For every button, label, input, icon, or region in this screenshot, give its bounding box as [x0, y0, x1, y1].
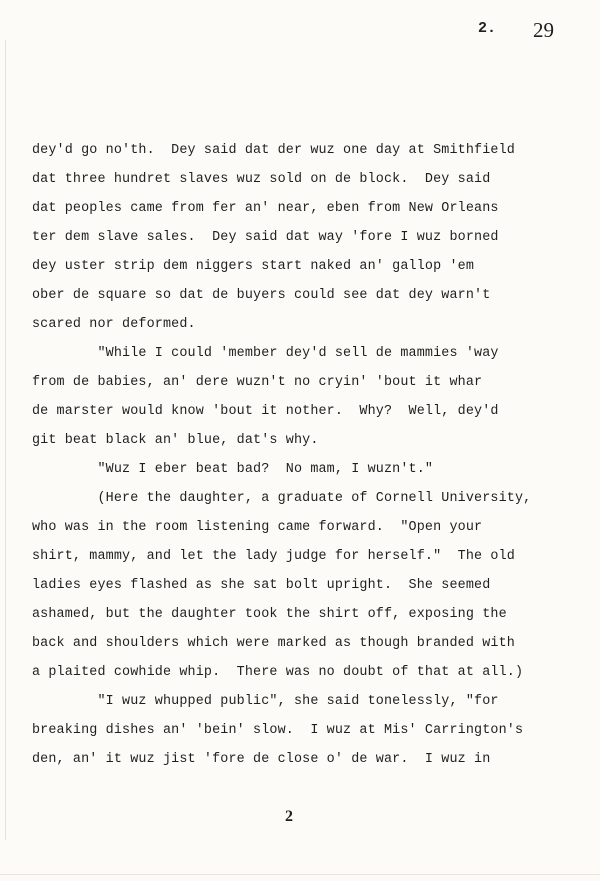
text-line: dey uster strip dem niggers start naked an' gallop 'em [32, 259, 475, 274]
page-number-small: 2. [478, 20, 497, 37]
text-line: "I wuz whupped public", she said tonelessly, "for [32, 694, 499, 709]
text-line: (Here the daughter, a graduate of Cornell University, [32, 491, 532, 506]
text-line: dey'd go no'th. Dey said dat der wuz one day at Smithfield [32, 143, 515, 158]
text-line: "Wuz I eber beat bad? No mam, I wuzn't." [32, 462, 434, 477]
text-line: scared nor deformed. [32, 317, 196, 332]
text-line: who was in the room listening came forward. "Open your [32, 520, 483, 535]
text-line: ladies eyes flashed as she sat bolt upright. She seemed [32, 578, 491, 593]
text-line: dat three hundret slaves wuz sold on de block. Dey said [32, 172, 491, 187]
text-line: git beat black an' blue, dat's why. [32, 433, 319, 448]
page-margin-line [5, 40, 6, 840]
page-number-large: 29 [533, 18, 554, 42]
text-line: ter dem slave sales. Dey said dat way 'fore I wuz borned [32, 230, 499, 245]
text-line: back and shoulders which were marked as though branded with [32, 636, 515, 651]
text-line: dat peoples came from fer an' near, eben from New Orleans [32, 201, 499, 216]
text-line: "While I could 'member dey'd sell de mammies 'way [32, 346, 499, 361]
text-line: shirt, mammy, and let the lady judge for herself." The old [32, 549, 515, 564]
text-line: ober de square so dat de buyers could see dat dey warn't [32, 288, 491, 303]
text-line: breaking dishes an' 'bein' slow. I wuz at Mis' Carrington's [32, 723, 524, 738]
text-line: ashamed, but the daughter took the shirt off, exposing the [32, 607, 507, 622]
text-line: a plaited cowhide whip. There was no doubt of that at all.) [32, 665, 524, 680]
handwritten-page-mark: 2 [285, 808, 293, 825]
text-line: den, an' it wuz jist 'fore de close o' de war. I wuz in [32, 752, 491, 767]
text-line: de marster would know 'bout it nother. Why? Well, dey'd [32, 404, 499, 419]
text-line: from de babies, an' dere wuzn't no cryin' 'bout it whar [32, 375, 483, 390]
page-bottom-edge [0, 874, 600, 875]
